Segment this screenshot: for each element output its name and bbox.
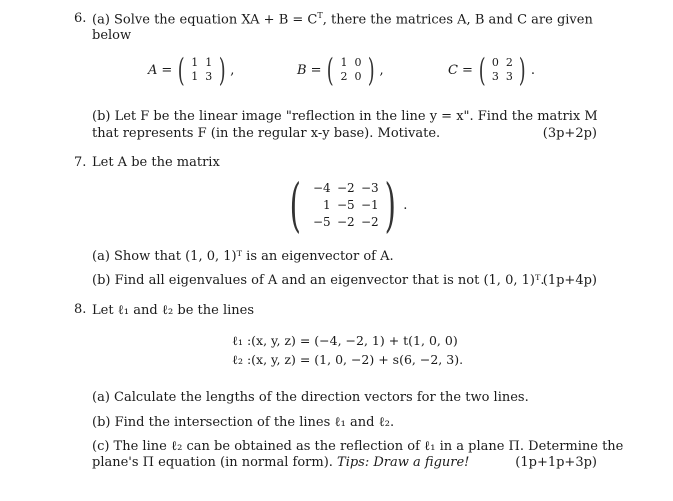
transpose-superscript: T xyxy=(317,11,323,20)
problem-6a-line-1 xyxy=(92,11,593,27)
problem-6-points: (3p+2p) xyxy=(542,126,597,141)
matrix-cell: 3 xyxy=(205,70,213,83)
left-paren: ( xyxy=(478,51,486,89)
matrix-cell: 1 xyxy=(340,56,348,69)
equals-sign: = xyxy=(461,62,473,78)
problem-6a-text: (a) Solve the equation XA + B = C xyxy=(92,12,318,28)
right-paren: ) xyxy=(218,51,226,89)
matrix-7 xyxy=(284,171,408,239)
right-paren: ) xyxy=(384,171,396,239)
matrix-a-label: A xyxy=(148,62,158,78)
problem-6-number: 6. xyxy=(74,11,87,26)
matrix-cell: 2 xyxy=(505,56,513,69)
problem-8a: (a) Calculate the lengths of the direction vectors for the two lines. xyxy=(92,390,529,405)
left-paren: ( xyxy=(178,51,185,89)
problem-8c-line-2 xyxy=(92,455,469,470)
right-paren: ) xyxy=(367,51,375,89)
matrix-cell: 1 xyxy=(205,56,213,69)
problem-6a-line-2: below xyxy=(92,28,132,43)
matrix-b-label: B xyxy=(297,62,307,78)
problem-6a-text-cont: , there the matrices A, B and C are given xyxy=(322,12,593,28)
matrix-cell: −2 xyxy=(360,214,379,229)
matrix-c-grid xyxy=(488,56,516,84)
matrix-cell: −5 xyxy=(336,197,355,212)
problem-7-number: 7. xyxy=(74,155,87,170)
matrix-cell: 3 xyxy=(491,70,499,83)
matrix-punct: . xyxy=(403,197,408,213)
problem-8c-tip: Tips: Draw a figure! xyxy=(337,455,470,470)
matrix-cell: −5 xyxy=(312,214,331,229)
matrix-cell: −4 xyxy=(312,180,331,195)
left-paren: ( xyxy=(327,51,335,89)
problem-8-number: 8. xyxy=(74,302,87,317)
matrix-punct: , xyxy=(379,62,384,78)
line-2-equation: ℓ₂ :(x, y, z) = (1, 0, −2) + s(6, −2, 3). xyxy=(232,352,464,367)
matrix-b xyxy=(297,51,384,89)
matrix-cell: −2 xyxy=(336,214,355,229)
problem-8-intro: Let ℓ₁ and ℓ₂ be the lines xyxy=(92,303,255,318)
problem-6b-line-2: that represents F (in the regular x-y base). Motivate. xyxy=(92,126,441,141)
problem-7a: (a) Show that (1, 0, 1)ᵀ is an eigenvector of A. xyxy=(92,249,394,264)
matrix-7-grid xyxy=(307,180,379,231)
matrix-cell: 0 xyxy=(491,56,499,69)
equals-sign: = xyxy=(310,62,322,78)
problem-7-points: (1p+4p) xyxy=(542,273,597,288)
right-paren: ) xyxy=(519,51,527,89)
matrix-c-label: C xyxy=(448,62,458,78)
matrix-punct: , xyxy=(230,62,235,78)
matrix-cell: 0 xyxy=(354,56,362,69)
matrix-cell: −3 xyxy=(360,180,379,195)
problem-8c-line-1: (c) The line ℓ₂ can be obtained as the reflection of ℓ₁ in a plane Π. Determine the xyxy=(92,439,624,454)
matrix-cell: 1 xyxy=(191,70,199,83)
matrix-c xyxy=(448,51,535,89)
matrix-punct: . xyxy=(530,62,535,78)
matrix-cell: 0 xyxy=(354,70,362,83)
equals-sign: = xyxy=(161,62,173,78)
line-1-equation: ℓ₁ :(x, y, z) = (−4, −2, 1) + t(1, 0, 0) xyxy=(232,333,458,348)
problem-8b: (b) Find the intersection of the lines ℓ₁ and ℓ₂. xyxy=(92,415,395,430)
matrix-cell: −1 xyxy=(360,197,379,212)
matrix-a-grid xyxy=(188,56,216,84)
matrix-a xyxy=(148,51,235,89)
matrix-cell: 1 xyxy=(323,197,331,212)
left-paren: ( xyxy=(289,171,301,239)
matrix-cell: 3 xyxy=(505,70,513,83)
problem-7-intro: Let A be the matrix xyxy=(92,155,220,170)
problem-7b: (b) Find all eigenvalues of A and an eigenvector that is not (1, 0, 1)ᵀ. xyxy=(92,273,545,288)
problem-6b-line-1: (b) Let F be the linear image "reflection in the line y = x". Find the matrix M xyxy=(92,109,598,124)
matrix-b-grid xyxy=(337,56,365,84)
matrix-cell: 1 xyxy=(191,56,199,69)
matrix-cell: −2 xyxy=(336,180,355,195)
problem-8c-text: plane's Π equation (in normal form). xyxy=(92,455,338,470)
matrix-cell: 2 xyxy=(340,70,348,83)
problem-8-points: (1p+1p+3p) xyxy=(515,455,597,470)
